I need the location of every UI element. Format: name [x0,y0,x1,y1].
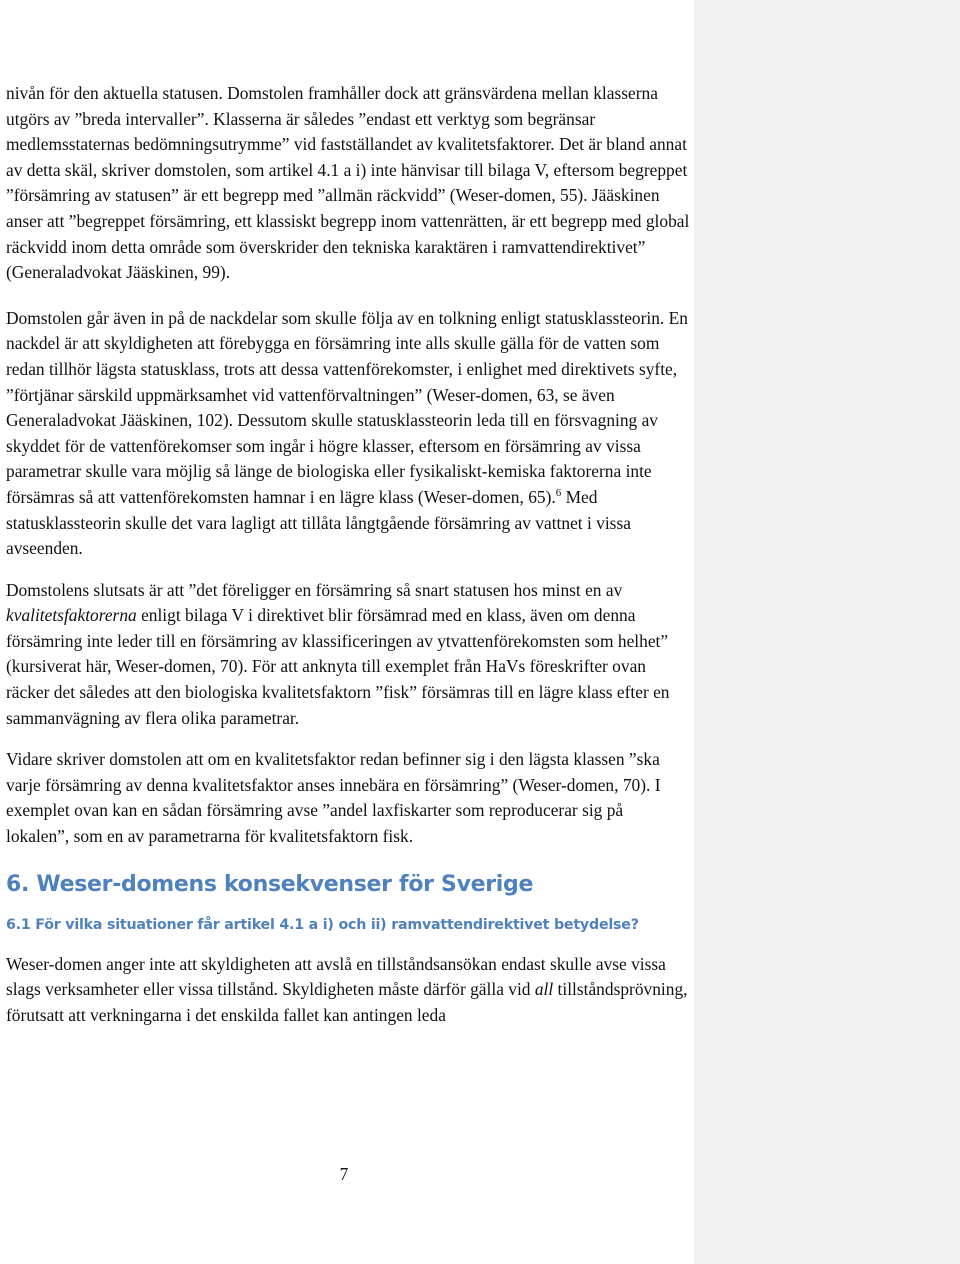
paragraph-5 [6,952,690,1029]
paragraph-4 [6,747,690,849]
paragraph-2 [6,306,690,562]
paragraph-2-text: Domstolen går även in på de nackdelar som skulle följa av en tolkning enligt statusklassteorin. En nackdel är att skyldigheten att förebygga en försämring inte alls skulle gälla för de vatten som redan tillhör lägsta statusklass, trots att dessa vattenförekomster, i enlighet med direktivets syfte, ”förtjänar särskild uppmärksamhet vid vattenförvaltningen” (Weser-domen, 63, se även Generaladvokat Jääskinen, 102). Dessutom skulle statusklassteorin leda till en försvagning av skyddet för de vattenförekomser som ingår i högre klasser, eftersom en försämring av vissa parametrar skulle vara möjlig så länge de biologiska eller fysikaliskt-kemiska faktorerna inte försämras så att vattenförekomsten hamnar i en lägre klass (Weser-domen, 65). [6,307,688,507]
paragraph-3-text-continued: enligt bilaga V i direktivet blir försämrad med en klass, även om denna försämring inte leder till en försämring av klassificeringen av ytvattenförekomsten som helhet” (kursiverat här, Weser-domen, 70). För att anknyta till exemplet från HaVs föreskrifter ovan räcker det således att den biologiska kvalitetsfaktorn ”fisk” försämras till en lägre klass efter en sammanvägning av flera olika parametrar. [6,605,670,728]
section-heading: 6. Weser-domens konsekvenser för Sverige [6,871,534,897]
paragraph-3 [6,578,690,732]
paragraph-1 [6,81,690,286]
italic-word: all [534,979,554,1000]
paragraph-2-text-continued: Med statusklassteorin skulle det vara lagligt att tillåta långtgående försämring av vattnet i vissa avseenden. [6,486,631,559]
page-content [6,81,690,1044]
italic-term: kvalitetsfaktorerna [6,605,137,626]
footnote-reference[interactable]: 6 [555,486,562,499]
subsection-heading: 6.1 För vilka situationer får artikel 4.1 a i) och ii) ramvattendirektivet betydelse? [6,916,639,933]
paragraph-3-text: Domstolens slutsats är att ”det föreligger en försämring så snart statusen hos minst en av [6,579,623,600]
paragraph-5-text-continued: tillståndsprövning, förutsatt att verkningarna i det enskilda fallet kan antingen leda [6,979,688,1025]
comment-margin-pane [694,0,960,1264]
page-number: 7 [339,1164,349,1184]
paragraph-1-text: nivån för den aktuella statusen. Domstolen framhåller dock att gränsvärdena mellan klasserna utgörs av ”breda intervaller”. Klasserna är således ”endast ett verktyg som begränsar medlemsstaternas bedömningsutrymme” vid fastställandet av kvalitetsfaktorer. Det är bland annat av detta skäl, skriver domstolen, som artikel 4.1 a i) inte hänvisar till bilaga V, eftersom begreppet ”försämring av statusen” är ett begrepp med ”allmän räckvidd” (Weser-domen, 55). Jääskinen anser att ”begreppet försämring, ett klassiskt begrepp inom vattenrätten, är ett begrepp med global räckvidd inom detta område som överskrider den tekniska karaktären i ramvattendirektivet” (Generaladvokat Jääskinen, 99). [6,83,690,283]
paragraph-4-text: Vidare skriver domstolen att om en kvalitetsfaktor redan befinner sig i den lägsta klassen ”ska varje försämring av denna kvalitetsfaktor anses innebära en försämring” (Weser-domen, 70). I exemplet ovan kan en sådan försämring avse ”andel laxfiskarter som reproducerar sig på lokalen”, som en av parametrarna för kvalitetsfaktorn fisk. [6,749,661,847]
paragraph-5-text: Weser-domen anger inte att skyldigheten att avslå en tillståndsansökan endast skulle avse vissa slags verksamheter eller vissa tillstånd. Skyldigheten måste därför gälla vid [6,953,666,1000]
